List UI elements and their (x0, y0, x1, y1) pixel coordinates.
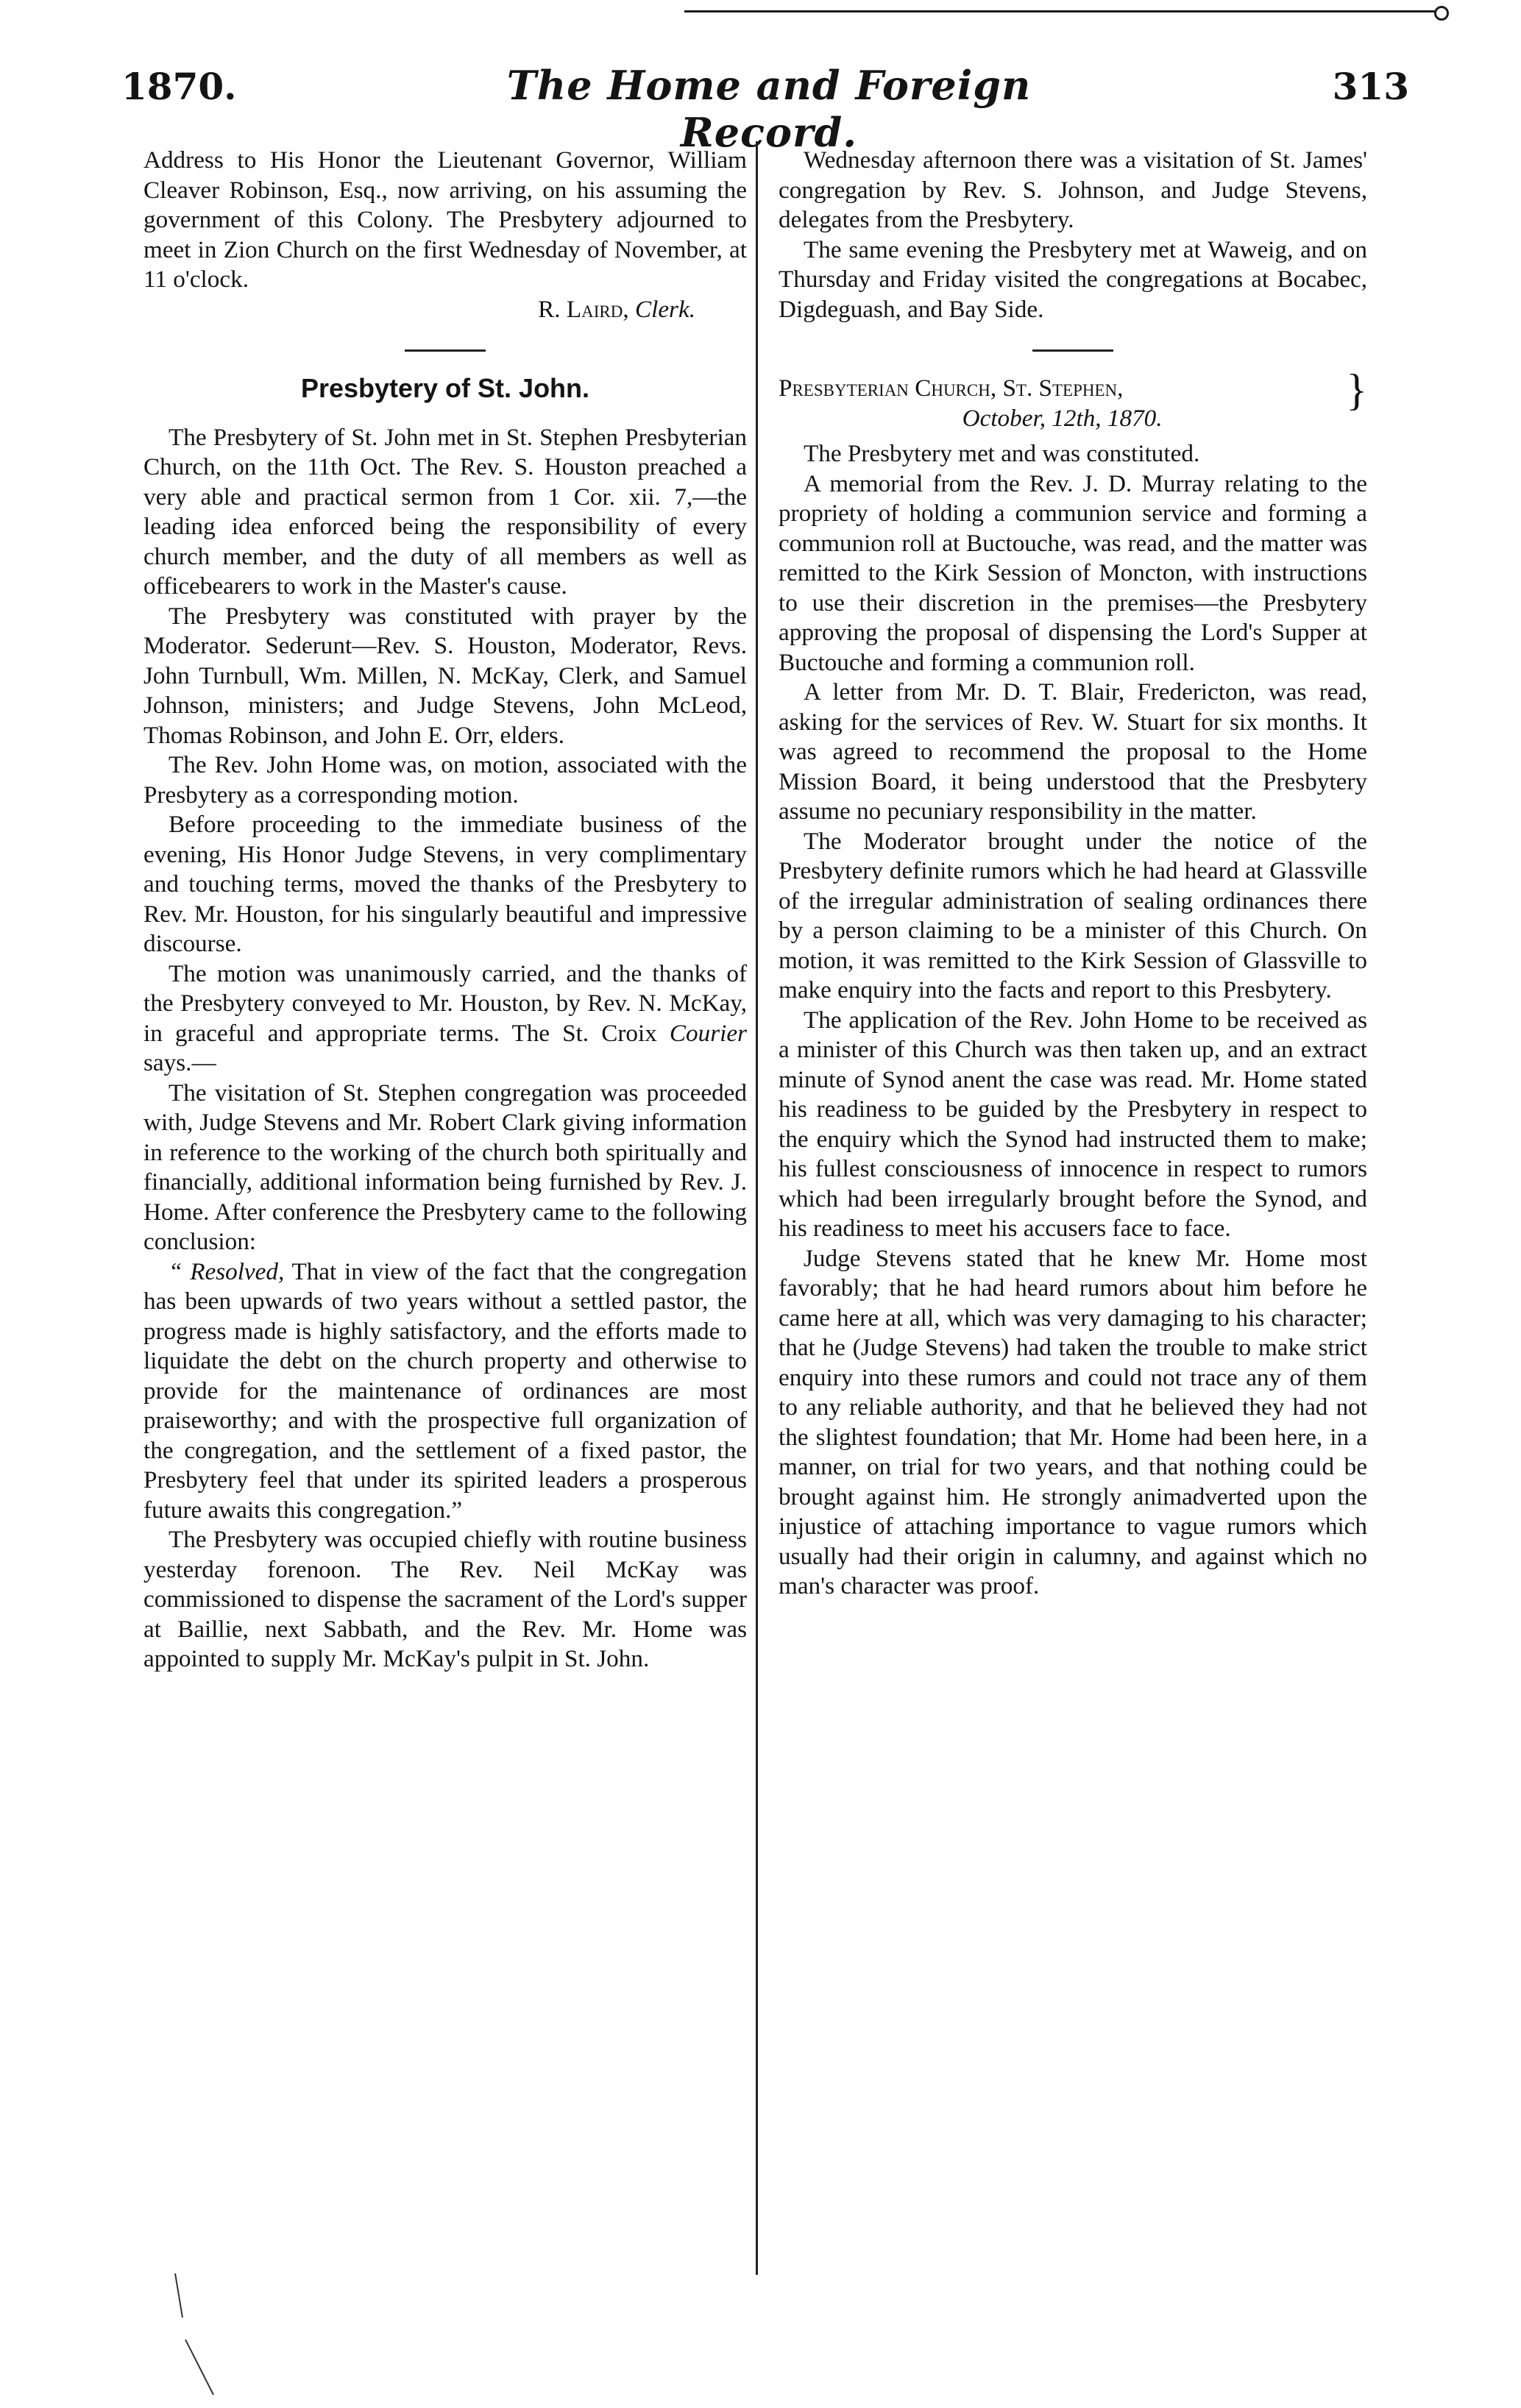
paragraph: The same evening the Presbytery met at Waweig, and on Thursday and Friday visited the congregations at Bocabec, Digdeguash, and Bay Side. (779, 235, 1367, 323)
paragraph: A memorial from the Rev. J. D. Murray relating to the propriety of holding a communion service and forming a communion roll at Buctouche, was read, and the matter was remitted to the Kirk Session of Moncton, with instructions to use their discretion in the premises—the Presbytery approving the proposal of dispensing the Lord's Supper at Buctouche and forming a communion roll. (779, 469, 1367, 676)
dateline-place: Presbyterian Church, St. Stephen, (779, 374, 1124, 402)
section-divider (405, 349, 486, 352)
signature (143, 295, 747, 325)
paragraph: The application of the Rev. John Home to be received as a minister of this Church was then taken up, and an extract minute of Synod anent the case was read. Mr. Home stated his readiness to be guided by the Presbytery in respect to the enquiry which the Synod had instructed them to make; his fullest consciousness of innocence in respect to rumors which had been irregularly brought before the Synod, and his readiness to meet his accusers face to face. (779, 1006, 1367, 1242)
paragraph: Address to His Honor the Lieutenant Governor, William Cleaver Robinson, Esq., now arriving, on his assuming the government of this Colony. The Presbytery adjourned to meet in Zion Church on the first Wednesday of November, at 11 o'clock. (143, 146, 747, 293)
header-year: 1870. (121, 65, 237, 108)
paragraph: A letter from Mr. D. T. Blair, Fredericton, was read, asking for the services of Rev. W. Stuart for six months. It was agreed to recommend the proposal to the Home Mission Board, it being understood that the Presbytery assume no pecuniary responsibility in the matter. (779, 678, 1367, 825)
signature-role: Clerk. (634, 295, 695, 323)
header-title: The Home and Foreign Record. (506, 62, 1032, 156)
paragraph: Judge Stevens stated that he knew Mr. Home most favorably; that he had heard rumors about him before he came here at all, which was very damaging to his character; that he (Judge Stevens) had taken the trouble to make strict enquiry into these rumors and could not trace any of them to any reliable authority, and that he believed they had not the slightest foundation; that Mr. Home had been here, in a manner, on trial for two years, and that nothing could be brought against him. He strongly animadverted upon the injustice of attaching importance to vague rumors which usually had their origin in calumny, and against which no man's character was proof. (779, 1244, 1367, 1599)
text-run: That in view of the fact that the congregation has been upwards of two years without a settled pastor, the progress made is highly satisfactory, and the efforts made to liquidate the debt on the church property and otherwise to provide for the maintenance of ordinances are most praiseworthy; and with the prospective full organization of the congregation, and the settlement of a fixed pastor, the Presbytery feel that under its spirited leaders a prosperous future awaits this congregation.” (143, 1257, 747, 1524)
page-number: 313 (1332, 65, 1409, 108)
paragraph: The visitation of St. Stephen congregation was proceeded with, Judge Stevens and Mr. Robert Clark giving information in reference to the working of the church both spiritually and financially, additional information being furnished by Rev. J. Home. After conference the Presbytery came to the following conclusion: (143, 1079, 747, 1255)
resolution-paragraph (143, 1257, 747, 1526)
paragraph: The Presbytery was constituted with prayer by the Moderator. Sederunt—Rev. S. Houston, Moderator, Revs. John Turnbull, Wm. Millen, N. McKay, Clerk, and Samuel Johnson, ministers; and Judge Stevens, John McLeod, Thomas Robinson, and John E. Orr, elders. (143, 602, 747, 749)
paragraph: The Presbytery met and was constituted. (804, 440, 1200, 467)
text-run: says.— (143, 1049, 216, 1076)
running-header (121, 62, 1409, 156)
paragraph: The Presbytery of St. John met in St. Stephen Presbyterian Church, on the 11th Oct. The Rev. S. Houston preached a very able and practical sermon from 1 Cor. xii. 7,—the leading idea enforced being the responsibility of every church member, and the duty of all members as well as officebearers to work in the Master's cause. (143, 423, 747, 600)
dateline-date: October, 12th, 1870. (962, 404, 1163, 432)
left-column (143, 146, 747, 1674)
brace-glyph: } (1346, 366, 1367, 414)
paragraph: Before proceeding to the immediate business of the evening, His Honor Judge Stevens, in very complimentary and touching terms, moved the thanks of the Presbytery to Rev. Mr. Houston, for his singularly beautiful and impressive discourse. (143, 811, 747, 957)
resolved-label: “ Resolved, (169, 1257, 285, 1285)
column-divider (756, 141, 758, 2275)
paragraph: Wednesday afternoon there was a visitation of St. James' congregation by Rev. S. Johnson, and Judge Stevens, delegates from the Presbytery. (779, 146, 1367, 233)
dateline (779, 366, 1367, 433)
stray-marks (169, 2273, 243, 2398)
section-divider (1032, 349, 1113, 352)
paragraph: The Moderator brought under the notice of the Presbytery definite rumors which he had heard at Glassville of the irregular administration of sealing ordinances there by a person claiming to be a minister of this Church. On motion, it was remitted to the Kirk Session of Glassville to make enquiry into the facts and report to this Presbytery. (779, 827, 1367, 1004)
top-rule (684, 10, 1439, 13)
text-run: The motion was unanimously carried, and the thanks of the Presbytery conveyed to Mr. Houston, by Rev. N. McKay, in graceful and appropriate terms. The St. Croix (143, 959, 747, 1047)
right-column (779, 146, 1367, 1602)
newspaper-title: Courier (669, 1019, 747, 1047)
paragraph: The Presbytery was occupied chiefly with routine business yesterday forenoon. The Rev. Neil McKay was commissioned to dispense the sacrament of the Lord's supper at Baillie, next Sabbath, and the Rev. Mr. Home was appointed to supply Mr. McKay's pulpit in St. John. (143, 1526, 747, 1672)
paragraph (143, 959, 747, 1079)
signature-name: R. Laird, (538, 295, 629, 323)
section-heading: Presbytery of St. John. (300, 373, 590, 403)
paragraph: The Rev. John Home was, on motion, associated with the Presbytery as a corresponding motion. (143, 751, 747, 809)
